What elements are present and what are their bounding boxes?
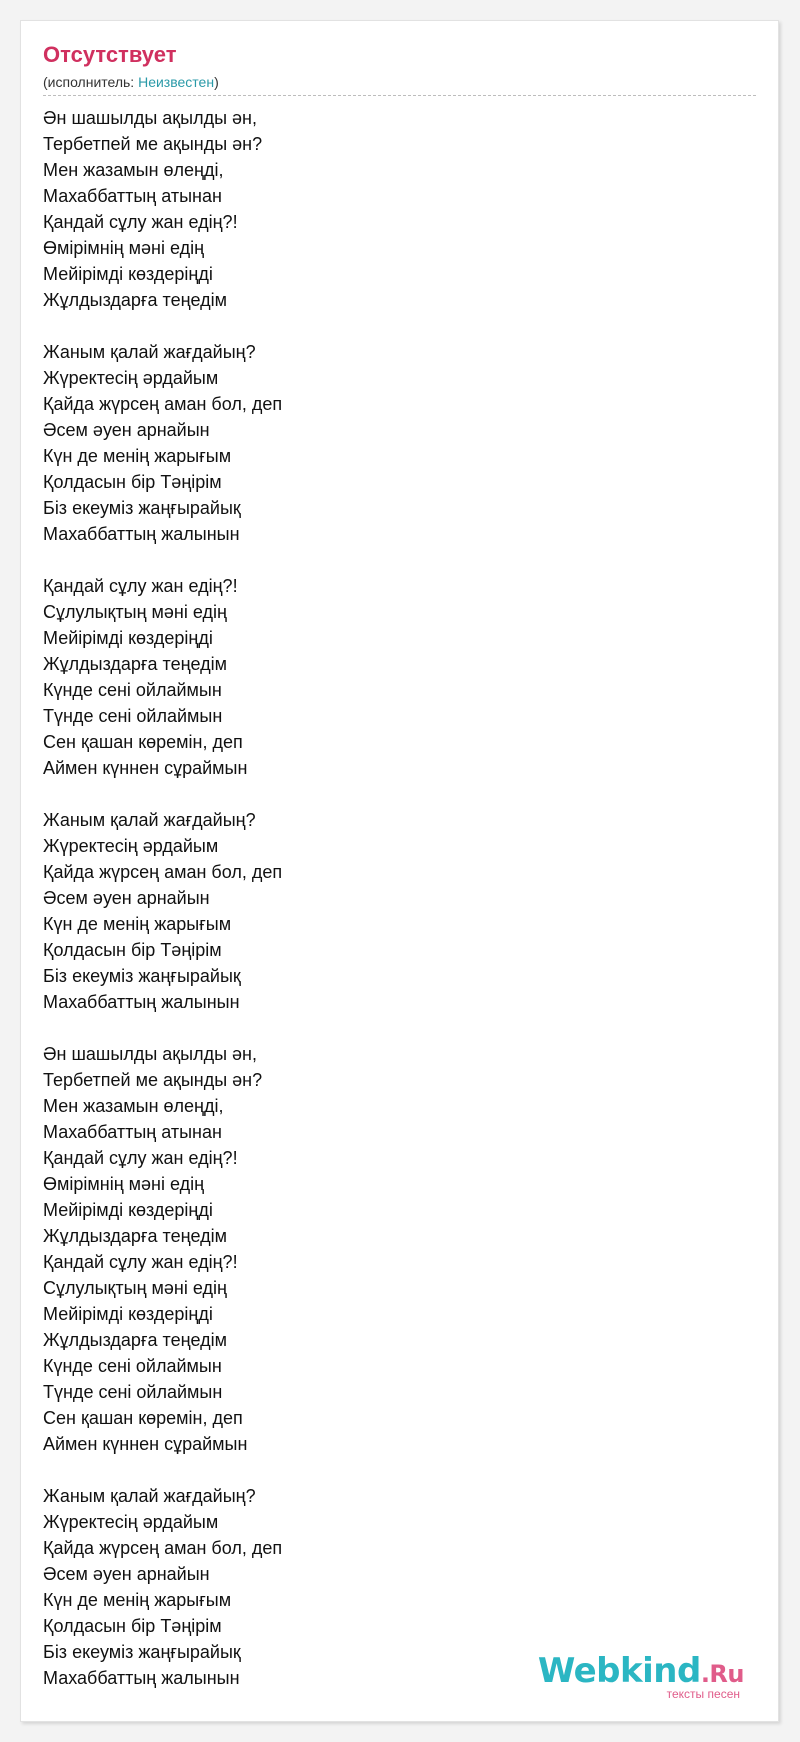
artist-prefix: (исполнитель: (43, 74, 139, 91)
song-title: Отсутствует (43, 42, 177, 67)
lyrics-stanza (43, 339, 282, 547)
lyric-line: Жүректесің әрдайым (43, 1512, 219, 1532)
lyric-line: Біз екеуміз жаңғырайық (43, 1642, 241, 1662)
lyric-line: Мейірімді көздеріңді (43, 1200, 213, 1220)
lyric-line: Әсем әуен арнайын (43, 420, 210, 440)
lyric-line: Махаббаттың атынан (43, 186, 222, 206)
lyrics-stanza (43, 807, 282, 1015)
lyric-line: Махаббаттың атынан (43, 1122, 222, 1142)
lyric-line: Күнде сені ойлаймын (43, 680, 222, 700)
lyrics-stanza (43, 105, 282, 313)
lyric-line: Жүректесің әрдайым (43, 368, 219, 388)
logo-tagline: тексты песен (666, 1687, 740, 1701)
lyric-line: Қайда жүрсең аман бол, деп (43, 394, 283, 414)
lyrics-card (20, 20, 779, 1722)
lyric-line: Қолдасын бір Тәңірім (43, 1616, 222, 1636)
lyric-line: Махаббаттың жалынын (43, 992, 240, 1012)
lyric-line: Сұлулықтың мәні едің (43, 602, 227, 622)
lyrics-stanza (43, 573, 282, 781)
lyric-line: Қандай сұлу жан едің?! (43, 212, 238, 232)
lyric-line: Ән шашылды ақылды ән, (43, 1044, 257, 1064)
lyric-line: Тербетпей ме ақынды ән? (43, 1070, 263, 1090)
lyric-line: Сен қашан көремін, деп (43, 1408, 243, 1428)
lyric-line: Түнде сені ойлаймын (43, 1382, 223, 1402)
lyric-line: Аймен күннен сұраймын (43, 758, 248, 778)
lyric-line: Махаббаттың жалынын (43, 524, 240, 544)
logo-name: Webkind (537, 1651, 701, 1691)
lyric-line: Күн де менің жарығым (43, 914, 232, 934)
lyric-line: Ән шашылды ақылды ән, (43, 108, 257, 128)
lyrics-stanza (43, 1483, 282, 1691)
lyric-line: Мен жазамын өлеңді, (43, 160, 224, 180)
lyric-line: Қолдасын бір Тәңірім (43, 940, 222, 960)
lyric-line: Әсем әуен арнайын (43, 888, 210, 908)
logo-wordmark (537, 1651, 744, 1691)
lyric-line: Біз екеуміз жаңғырайық (43, 498, 241, 518)
song-header (43, 43, 756, 96)
lyric-line: Күн де менің жарығым (43, 446, 232, 466)
lyric-line: Қандай сұлу жан едің?! (43, 1252, 238, 1272)
lyric-line: Мен жазамын өлеңді, (43, 1096, 224, 1116)
lyric-line: Өмірімнің мәні едің (43, 238, 205, 258)
lyric-line: Жұлдыздарға теңедім (43, 290, 228, 310)
lyric-line: Мейірімді көздеріңді (43, 628, 213, 648)
logo-tld: .Ru (700, 1660, 744, 1688)
artist-line (43, 73, 756, 96)
lyric-line: Мейірімді көздеріңді (43, 264, 213, 284)
lyric-line: Түнде сені ойлаймын (43, 706, 223, 726)
lyric-line: Біз екеуміз жаңғырайық (43, 966, 241, 986)
lyric-line: Тербетпей ме ақынды ән? (43, 134, 263, 154)
webkind-logo (537, 1651, 744, 1701)
lyric-line: Аймен күннен сұраймын (43, 1434, 248, 1454)
lyric-line: Сен қашан көремін, деп (43, 732, 243, 752)
lyric-line: Махаббаттың жалынын (43, 1668, 240, 1688)
lyric-line: Жаным қалай жағдайың? (43, 1486, 256, 1506)
lyrics-body (43, 105, 282, 1717)
lyrics-stanza (43, 1041, 282, 1457)
lyric-line: Өмірімнің мәні едің (43, 1174, 205, 1194)
artist-suffix: ) (214, 74, 219, 91)
lyric-line: Күнде сені ойлаймын (43, 1356, 222, 1376)
lyric-line: Қайда жүрсең аман бол, деп (43, 1538, 283, 1558)
lyric-line: Күн де менің жарығым (43, 1590, 232, 1610)
lyric-line: Қайда жүрсең аман бол, деп (43, 862, 283, 882)
lyric-line: Жүректесің әрдайым (43, 836, 219, 856)
lyric-line: Жұлдыздарға теңедім (43, 1330, 228, 1350)
lyric-line: Қандай сұлу жан едің?! (43, 576, 238, 596)
lyric-line: Жаным қалай жағдайың? (43, 810, 256, 830)
lyric-line: Қандай сұлу жан едің?! (43, 1148, 238, 1168)
lyric-line: Әсем әуен арнайын (43, 1564, 210, 1584)
artist-link[interactable]: Неизвестен (138, 74, 215, 91)
lyric-line: Сұлулықтың мәні едің (43, 1278, 227, 1298)
lyric-line: Жұлдыздарға теңедім (43, 1226, 228, 1246)
lyric-line: Мейірімді көздеріңді (43, 1304, 213, 1324)
lyric-line: Жұлдыздарға теңедім (43, 654, 228, 674)
lyric-line: Қолдасын бір Тәңірім (43, 472, 222, 492)
lyric-line: Жаным қалай жағдайың? (43, 342, 256, 362)
